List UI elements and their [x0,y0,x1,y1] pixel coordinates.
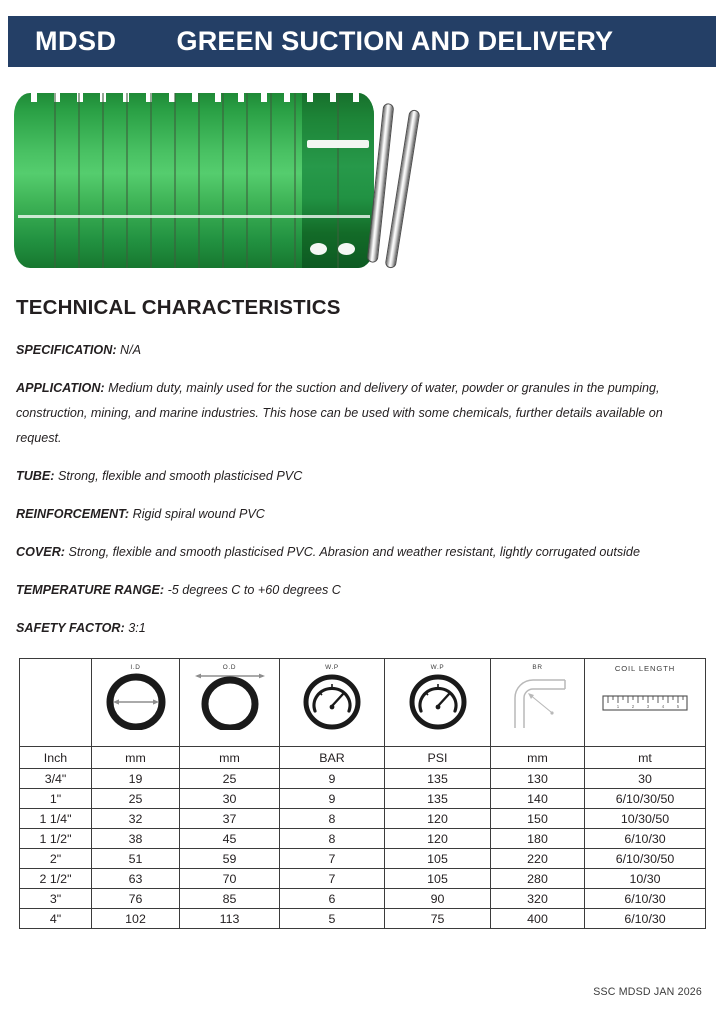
icon-caption: W.P [325,664,339,671]
cell-coil: 10/30/50 [585,809,706,829]
unit-cell-id: mm [92,747,180,769]
unit-cell-od: mm [180,747,280,769]
unit-cell-wp-bar: BAR [280,747,385,769]
hose-top-corrugation [14,93,374,102]
unit-cell-wp-psi: PSI [385,747,491,769]
icon-caption: BR [532,664,543,671]
spec-reinforcement [16,502,696,527]
table-row [20,789,706,809]
cell-od: 59 [180,849,280,869]
cell-od: 45 [180,829,280,849]
cell-size: 1 1/2" [20,829,92,849]
unit-cell-coil: mt [585,747,706,769]
cell-wp-psi: 75 [385,909,491,929]
hose-end-band [307,140,369,148]
unit-cell-size: Inch [20,747,92,769]
header-cell-blank [20,659,92,747]
cell-od: 30 [180,789,280,809]
table-icon-header-row [20,659,706,747]
spec-label: REINFORCEMENT: [16,507,130,521]
cell-coil: 6/10/30/50 [585,849,706,869]
cell-br: 320 [491,889,585,909]
svg-text:1: 1 [616,704,620,709]
cell-wp-bar: 6 [280,889,385,909]
ruler-icon [597,674,693,730]
cell-id: 51 [92,849,180,869]
table-units-row [20,747,706,769]
cell-coil: 6/10/30 [585,829,706,849]
cell-wp-psi: 90 [385,889,491,909]
spec-tube [16,464,696,489]
cell-wp-psi: 120 [385,829,491,849]
header-cell-coil-length [585,659,706,747]
table-row [20,909,706,929]
header-cell-working-pressure-psi [385,659,491,747]
spec-value: Strong, flexible and smooth plasticised PVC [57,469,303,483]
header-cell-bend-radius [491,659,585,747]
cell-br: 180 [491,829,585,849]
cell-id: 19 [92,769,180,789]
spec-label: COVER: [16,545,65,559]
header-cell-working-pressure-bar [280,659,385,747]
cell-od: 37 [180,809,280,829]
svg-text:2: 2 [631,704,635,709]
spec-value: Rigid spiral wound PVC [132,507,265,521]
hose-body [14,93,374,268]
cell-wp-psi: 135 [385,789,491,809]
outer-diameter-ring-icon [191,672,269,730]
spec-label: SPECIFICATION: [16,343,117,357]
page-title: GREEN SUCTION AND DELIVERY [176,26,614,56]
page-header-bar [8,16,716,67]
spec-specification [16,338,696,363]
spec-value: -5 degrees C to +60 degrees C [167,583,341,597]
spec-label: TUBE: [16,469,55,483]
icon-caption: O.D [222,664,237,671]
cell-id: 76 [92,889,180,909]
cell-br: 140 [491,789,585,809]
spec-temperature-range [16,578,696,603]
spec-value: Medium duty, mainly used for the suction and delivery of water, powder or granules in the pumping, construction, mining, and marine industries. This hose can be used with some chemicals, further details available on request. [16,381,663,445]
cell-br: 150 [491,809,585,829]
inner-diameter-ring-icon [104,672,168,730]
cell-br: 400 [491,909,585,929]
icon-caption: COIL LENGTH [614,664,676,673]
spec-value: Strong, flexible and smooth plasticised PVC. Abrasion and weather resistant, lightly corrugated outside [68,545,640,559]
pressure-gauge-icon [301,672,363,730]
specifications-block [16,338,696,654]
svg-text:5: 5 [676,704,680,709]
cell-size: 1 1/4" [20,809,92,829]
table-row [20,869,706,889]
header-cell-outer-diameter [180,659,280,747]
table-row [20,809,706,829]
table-row [20,849,706,869]
cell-id: 102 [92,909,180,929]
cell-wp-bar: 7 [280,869,385,889]
cell-size: 2" [20,849,92,869]
cell-size: 4" [20,909,92,929]
cell-od: 25 [180,769,280,789]
spec-safety-factor [16,616,696,641]
cell-coil: 6/10/30/50 [585,789,706,809]
table-row [20,889,706,909]
hose-side-stripe [18,215,370,218]
hose-end-dot [338,243,355,255]
cell-wp-bar: 7 [280,849,385,869]
specification-table [19,658,706,929]
pressure-gauge-icon [407,672,469,730]
svg-text:4: 4 [661,704,665,709]
spec-label: SAFETY FACTOR: [16,621,125,635]
table-row [20,829,706,849]
cell-wp-bar: 9 [280,789,385,809]
cell-id: 38 [92,829,180,849]
cell-wp-psi: 120 [385,809,491,829]
table-row [20,769,706,789]
cell-wp-psi: 135 [385,769,491,789]
cell-id: 63 [92,869,180,889]
cell-size: 3/4" [20,769,92,789]
spec-value: 3:1 [128,621,146,635]
cell-size: 3" [20,889,92,909]
spec-label: TEMPERATURE RANGE: [16,583,165,597]
footer-reference: SSC MDSD JAN 2026 [593,986,702,998]
hose-end-dot [310,243,327,255]
cell-coil: 6/10/30 [585,889,706,909]
cell-br: 220 [491,849,585,869]
cell-size: 1" [20,789,92,809]
cell-wp-psi: 105 [385,869,491,889]
cell-od: 70 [180,869,280,889]
icon-caption: I.D [130,664,141,671]
section-heading: TECHNICAL CHARACTERISTICS [16,296,341,319]
cell-wp-psi: 105 [385,849,491,869]
cell-id: 25 [92,789,180,809]
unit-cell-br: mm [491,747,585,769]
product-image-hose [14,93,444,268]
cell-wp-bar: 8 [280,829,385,849]
spec-application [16,376,696,451]
cell-coil: 30 [585,769,706,789]
cell-br: 280 [491,869,585,889]
cell-od: 113 [180,909,280,929]
cell-wp-bar: 8 [280,809,385,829]
cell-wp-bar: 5 [280,909,385,929]
header-cell-inner-diameter [92,659,180,747]
cell-size: 2 1/2" [20,869,92,889]
cell-br: 130 [491,769,585,789]
spec-cover [16,540,696,565]
bend-radius-icon [505,672,571,730]
cell-od: 85 [180,889,280,909]
cell-id: 32 [92,809,180,829]
cell-coil: 6/10/30 [585,909,706,929]
svg-text:3: 3 [646,704,650,709]
cell-coil: 10/30 [585,869,706,889]
brand-logo-text: MDSD [35,26,117,56]
icon-caption: W.P [430,664,445,671]
spec-label: APPLICATION: [16,381,105,395]
spec-value: N/A [120,343,142,357]
cell-wp-bar: 9 [280,769,385,789]
